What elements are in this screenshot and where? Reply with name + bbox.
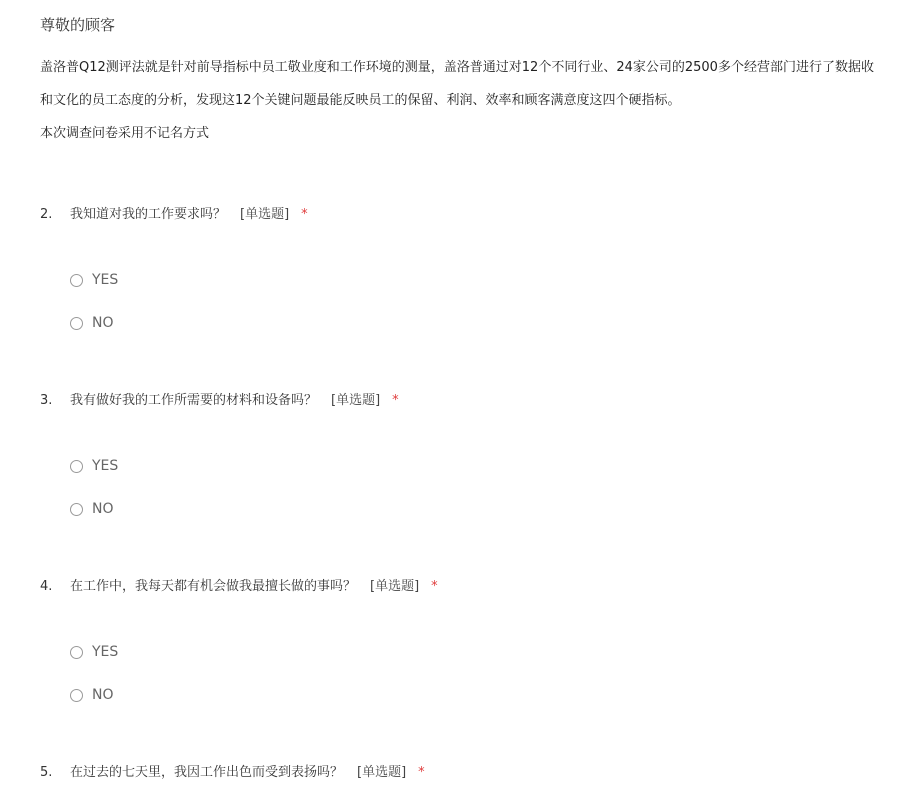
radio-button-icon[interactable] xyxy=(70,503,83,516)
question-type-tag: [单选题] xyxy=(240,207,290,222)
required-marker: * xyxy=(392,393,399,408)
greeting-heading: 尊敬的顾客 xyxy=(40,16,116,34)
radio-button-icon[interactable] xyxy=(70,460,83,473)
question-type-tag: [单选题] xyxy=(370,579,420,594)
question-text: 我有做好我的工作所需要的材料和设备吗？ xyxy=(70,393,318,408)
intro-text-line: 盖洛普Q12测评法就是针对前导指标中员工敬业度和工作环境的测量，盖洛普通过对12个不同行业、24家公司的2500多个经营部门进行了数据收 xyxy=(40,60,874,75)
required-marker: * xyxy=(431,579,438,594)
option-label: YES xyxy=(92,458,119,474)
question-number: 4. xyxy=(40,579,53,594)
option-yes[interactable] xyxy=(70,644,118,660)
question-title xyxy=(40,575,438,594)
question-number: 2. xyxy=(40,207,53,222)
question-type-tag: [单选题] xyxy=(331,393,381,408)
question-text: 在工作中，我每天都有机会做我最擅长做的事吗？ xyxy=(70,579,357,594)
radio-button-icon[interactable] xyxy=(70,646,83,659)
radio-button-icon[interactable] xyxy=(70,317,83,330)
option-label: YES xyxy=(92,644,119,660)
question-text: 我知道对我的工作要求吗？ xyxy=(70,207,227,222)
question-type-tag: [单选题] xyxy=(357,765,407,780)
option-yes[interactable] xyxy=(70,272,118,288)
option-label: YES xyxy=(92,272,119,288)
option-label: NO xyxy=(92,315,114,331)
question-number: 5. xyxy=(40,765,53,780)
option-yes[interactable] xyxy=(70,458,118,474)
radio-button-icon[interactable] xyxy=(70,689,83,702)
option-label: NO xyxy=(92,687,114,703)
option-no[interactable] xyxy=(70,315,114,331)
question-title xyxy=(40,761,425,780)
required-marker: * xyxy=(418,765,425,780)
question-title xyxy=(40,203,308,222)
question-number: 3. xyxy=(40,393,53,408)
radio-button-icon[interactable] xyxy=(70,274,83,287)
question-title xyxy=(40,389,399,408)
required-marker: * xyxy=(301,207,308,222)
anonymous-notice: 本次调查问卷采用不记名方式 xyxy=(40,126,210,141)
option-no[interactable] xyxy=(70,501,114,517)
option-label: NO xyxy=(92,501,114,517)
question-text: 在过去的七天里，我因工作出色而受到表扬吗？ xyxy=(70,765,344,780)
intro-text-line: 和文化的员工态度的分析，发现这12个关键问题最能反映员工的保留、利润、效率和顾客满意度这四个硬指标。 xyxy=(40,93,681,108)
option-no[interactable] xyxy=(70,687,114,703)
